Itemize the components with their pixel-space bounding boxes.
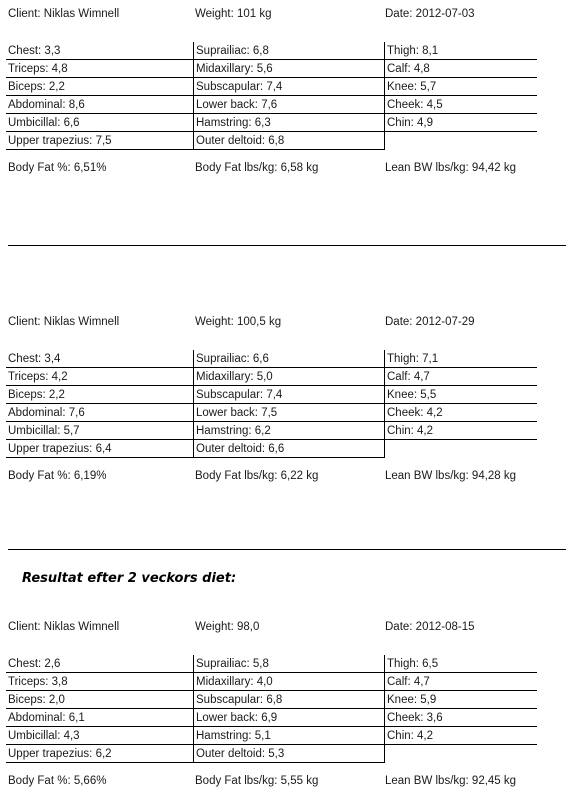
record-header: [0, 621, 574, 637]
table-cell: [385, 132, 538, 150]
client-name: Client: Niklas Wimnell: [8, 621, 120, 633]
table-cell: Hamstring: 6,2: [194, 422, 385, 440]
table-cell: Outer deltoid: 6,8: [194, 132, 385, 150]
table-row: [6, 691, 537, 709]
table-cell: Biceps: 2,2: [6, 78, 194, 96]
table-row: [6, 709, 537, 727]
table-cell: Chin: 4,2: [385, 422, 538, 440]
table-cell: Chest: 3,4: [6, 350, 194, 368]
table-row: [6, 350, 537, 368]
skinfold-table: [6, 655, 537, 763]
table-cell: Subscapular: 7,4: [194, 386, 385, 404]
body-fat-mass: Body Fat lbs/kg: 6,58 kg: [195, 162, 319, 174]
table-cell: Lower back: 6,9: [194, 709, 385, 727]
table-cell: Chin: 4,2: [385, 727, 538, 745]
table-cell: Biceps: 2,2: [6, 386, 194, 404]
date-value: Date: 2012-07-29: [385, 316, 475, 328]
weight-value: Weight: 101 kg: [195, 8, 272, 20]
record-totals: [0, 162, 574, 178]
client-name: Client: Niklas Wimnell: [8, 8, 120, 20]
table-cell: Suprailiac: 5,8: [194, 655, 385, 673]
table-cell: Triceps: 4,2: [6, 368, 194, 386]
table-cell: Calf: 4,7: [385, 368, 538, 386]
table-cell: Triceps: 4,8: [6, 60, 194, 78]
section-divider: [8, 245, 566, 246]
table-cell: Thigh: 8,1: [385, 42, 538, 60]
record-totals: [0, 470, 574, 486]
table-cell: Chest: 2,6: [6, 655, 194, 673]
table-cell: Cheek: 4,2: [385, 404, 538, 422]
table-row: [6, 60, 537, 78]
table-cell: Umbicillal: 6,6: [6, 114, 194, 132]
table-row: [6, 42, 537, 60]
table-cell: Thigh: 7,1: [385, 350, 538, 368]
body-fat-percent: Body Fat %: 5,66%: [8, 775, 107, 787]
table-row: [6, 727, 537, 745]
record-totals: [0, 775, 574, 791]
lean-body-weight: Lean BW lbs/kg: 94,28 kg: [385, 470, 517, 482]
skinfold-table: [6, 42, 537, 150]
table-cell: Upper trapezius: 6,2: [6, 745, 194, 763]
table-cell: Biceps: 2,0: [6, 691, 194, 709]
table-row: [6, 96, 537, 114]
table-cell: Chin: 4,9: [385, 114, 538, 132]
table-cell: Midaxillary: 5,0: [194, 368, 385, 386]
table-row: [6, 78, 537, 96]
body-fat-percent: Body Fat %: 6,51%: [8, 162, 107, 174]
record-header: [0, 8, 574, 24]
table-row: [6, 404, 537, 422]
table-row: [6, 422, 537, 440]
table-row: [6, 368, 537, 386]
table-cell: Suprailiac: 6,8: [194, 42, 385, 60]
table-cell: Thigh: 6,5: [385, 655, 538, 673]
table-cell: Outer deltoid: 5,3: [194, 745, 385, 763]
table-cell: Knee: 5,9: [385, 691, 538, 709]
table-cell: Abdominal: 7,6: [6, 404, 194, 422]
body-fat-mass: Body Fat lbs/kg: 6,22 kg: [195, 470, 319, 482]
table-cell: Midaxillary: 5,6: [194, 60, 385, 78]
body-fat-percent: Body Fat %: 6,19%: [8, 470, 107, 482]
section-divider: [8, 549, 566, 550]
table-cell: Calf: 4,7: [385, 673, 538, 691]
table-cell: Knee: 5,5: [385, 386, 538, 404]
table-cell: Abdominal: 6,1: [6, 709, 194, 727]
table-row: [6, 132, 537, 150]
table-cell: Triceps: 3,8: [6, 673, 194, 691]
table-cell: Subscapular: 6,8: [194, 691, 385, 709]
table-cell: Knee: 5,7: [385, 78, 538, 96]
table-cell: Outer deltoid: 6,6: [194, 440, 385, 458]
table-cell: Cheek: 3,6: [385, 709, 538, 727]
table-cell: Midaxillary: 4,0: [194, 673, 385, 691]
body-fat-mass: Body Fat lbs/kg: 5,55 kg: [195, 775, 319, 787]
record-header: [0, 316, 574, 332]
table-cell: Umbicillal: 5,7: [6, 422, 194, 440]
table-cell: Hamstring: 6,3: [194, 114, 385, 132]
table-cell: Abdominal: 8,6: [6, 96, 194, 114]
client-name: Client: Niklas Wimnell: [8, 316, 120, 328]
table-row: [6, 673, 537, 691]
table-cell: Suprailiac: 6,6: [194, 350, 385, 368]
table-row: [6, 745, 537, 763]
table-cell: Lower back: 7,6: [194, 96, 385, 114]
table-cell: [385, 745, 538, 763]
lean-body-weight: Lean BW lbs/kg: 94,42 kg: [385, 162, 517, 174]
weight-value: Weight: 100,5 kg: [195, 316, 282, 328]
date-value: Date: 2012-08-15: [385, 621, 475, 633]
table-cell: Cheek: 4,5: [385, 96, 538, 114]
weight-value: Weight: 98,0: [195, 621, 260, 633]
lean-body-weight: Lean BW lbs/kg: 92,45 kg: [385, 775, 517, 787]
section-heading: Resultat efter 2 veckors diet:: [22, 571, 237, 586]
skinfold-table: [6, 350, 537, 458]
table-cell: Subscapular: 7,4: [194, 78, 385, 96]
table-row: [6, 386, 537, 404]
table-cell: Lower back: 7,5: [194, 404, 385, 422]
date-value: Date: 2012-07-03: [385, 8, 475, 20]
table-cell: Umbicillal: 4,3: [6, 727, 194, 745]
table-cell: Calf: 4,8: [385, 60, 538, 78]
table-cell: [385, 440, 538, 458]
table-cell: Upper trapezius: 6,4: [6, 440, 194, 458]
table-row: [6, 440, 537, 458]
table-cell: Chest: 3,3: [6, 42, 194, 60]
table-row: [6, 655, 537, 673]
table-cell: Hamstring: 5,1: [194, 727, 385, 745]
table-cell: Upper trapezius: 7,5: [6, 132, 194, 150]
table-row: [6, 114, 537, 132]
